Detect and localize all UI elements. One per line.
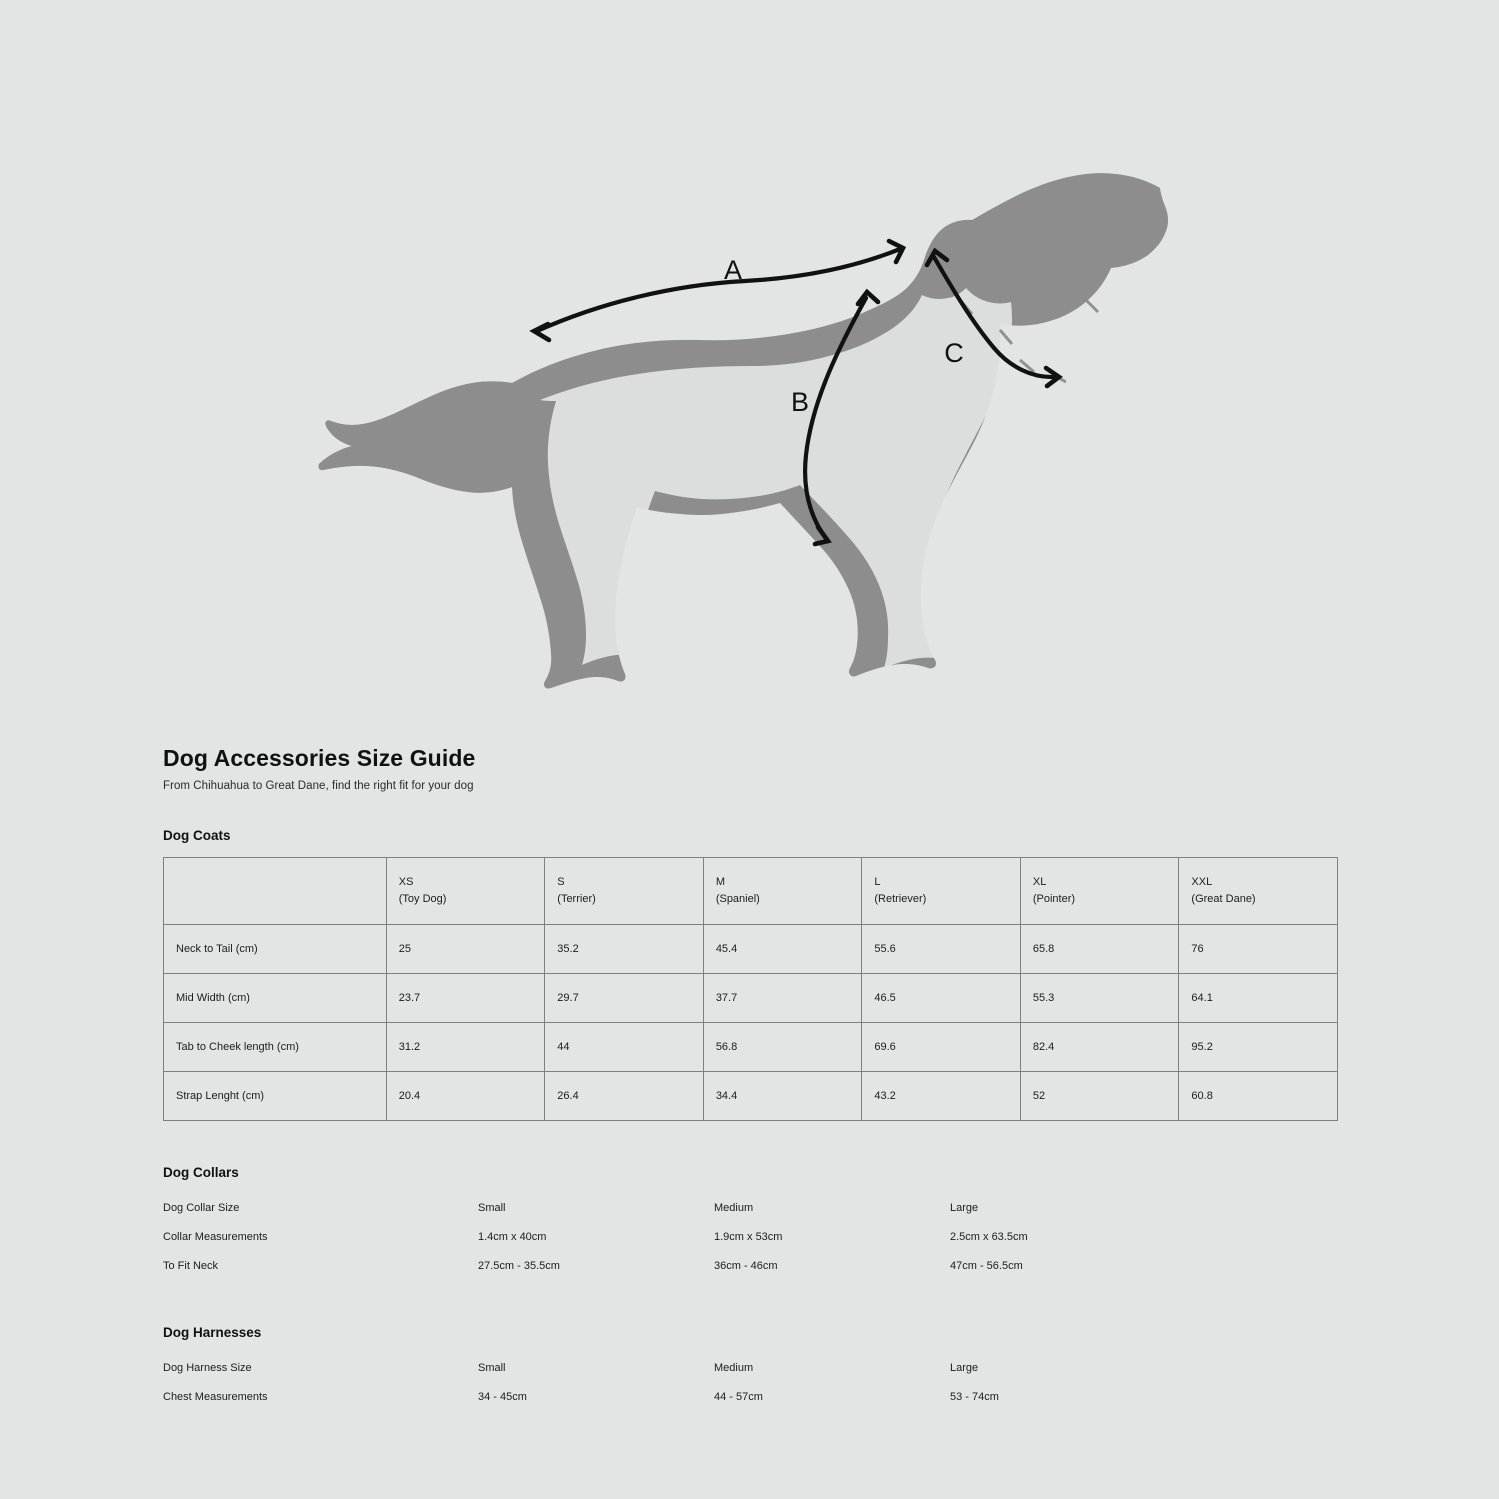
row-value: Medium	[714, 1362, 754, 1374]
column-size: XXL	[1191, 875, 1213, 888]
table-cell: 37.7	[703, 974, 862, 1023]
table-cell: 95.2	[1179, 1023, 1338, 1072]
column-breed: (Retriever)	[874, 893, 927, 905]
dog-harnesses-section	[163, 1325, 1343, 1412]
table-cell: 69.6	[862, 1023, 1021, 1072]
table-cell: 35.2	[545, 925, 704, 974]
row-value: 36cm - 46cm	[714, 1260, 778, 1272]
row-value: 1.9cm x 53cm	[714, 1231, 783, 1243]
table-cell: 56.8	[703, 1023, 862, 1072]
row-label: Strap Lenght (cm)	[164, 1072, 387, 1121]
table-header-cell	[1020, 858, 1179, 925]
row-label: Dog Collar Size	[163, 1202, 240, 1214]
table-cell: 64.1	[1179, 974, 1338, 1023]
table-cell: 82.4	[1020, 1023, 1179, 1072]
list-item	[163, 1252, 1343, 1281]
row-value: Small	[478, 1362, 506, 1374]
row-value: Medium	[714, 1202, 754, 1214]
row-label: Chest Measurements	[163, 1391, 268, 1403]
column-size: XS	[398, 875, 414, 888]
section-title-collars: Dog Collars	[163, 1165, 239, 1180]
row-value: 1.4cm x 40cm	[478, 1231, 547, 1243]
table-cell: 31.2	[386, 1023, 545, 1072]
table-cell: 45.4	[703, 925, 862, 974]
table-cell: 20.4	[386, 1072, 545, 1121]
row-value: 47cm - 56.5cm	[950, 1260, 1023, 1272]
page-subtitle: From Chihuahua to Great Dane, find the right fit for your dog	[163, 780, 474, 792]
dog-coats-table	[163, 857, 1338, 1121]
table-cell: 29.7	[545, 974, 704, 1023]
column-size: M	[715, 875, 725, 888]
table-row	[164, 1023, 1338, 1072]
label-a: A	[723, 255, 743, 285]
column-size: L	[874, 875, 881, 888]
row-label: Neck to Tail (cm)	[164, 925, 387, 974]
table-header-cell	[1179, 858, 1338, 925]
column-breed: (Great Dane)	[1191, 893, 1256, 905]
table-row	[164, 974, 1338, 1023]
row-value: 2.5cm x 63.5cm	[950, 1231, 1028, 1243]
list-item	[163, 1194, 1343, 1223]
table-cell: 65.8	[1020, 925, 1179, 974]
table-cell: 52	[1020, 1072, 1179, 1121]
row-value: 34 - 45cm	[478, 1391, 527, 1403]
table-cell: 23.7	[386, 974, 545, 1023]
table-cell: 60.8	[1179, 1072, 1338, 1121]
label-c: C	[944, 338, 964, 368]
row-label: Tab to Cheek length (cm)	[164, 1023, 387, 1072]
column-breed: (Spaniel)	[715, 893, 760, 905]
row-label: To Fit Neck	[163, 1260, 219, 1272]
row-value: Small	[478, 1202, 506, 1214]
list-item	[163, 1383, 1343, 1412]
table-row	[164, 1072, 1338, 1121]
row-label: Mid Width (cm)	[164, 974, 387, 1023]
row-value: 44 - 57cm	[714, 1391, 763, 1403]
section-title-coats: Dog Coats	[163, 828, 231, 843]
table-cell: 44	[545, 1023, 704, 1072]
row-value: Large	[950, 1362, 979, 1374]
table-header-cell	[545, 858, 704, 925]
section-title-harnesses: Dog Harnesses	[163, 1325, 262, 1340]
row-label: Collar Measurements	[163, 1231, 268, 1243]
table-cell: 76	[1179, 925, 1338, 974]
table-cell: 55.3	[1020, 974, 1179, 1023]
table-cell: 55.6	[862, 925, 1021, 974]
row-value: Large	[950, 1202, 979, 1214]
table-cell: 25	[386, 925, 545, 974]
page-title: Dog Accessories Size Guide	[163, 745, 476, 771]
column-breed: (Toy Dog)	[398, 893, 447, 905]
table-header-row	[164, 858, 1338, 925]
row-value: 27.5cm - 35.5cm	[478, 1260, 560, 1272]
row-value: 53 - 74cm	[950, 1391, 999, 1403]
column-size: S	[557, 875, 565, 888]
dog-illustration	[0, 0, 1499, 730]
table-header-cell	[703, 858, 862, 925]
guide-content	[163, 745, 1343, 1412]
list-item	[163, 1223, 1343, 1252]
column-breed: (Terrier)	[557, 893, 596, 905]
table-header-cell	[164, 858, 387, 925]
table-cell: 26.4	[545, 1072, 704, 1121]
label-b: B	[790, 387, 810, 417]
table-header-cell	[862, 858, 1021, 925]
dog-collars-section	[163, 1165, 1343, 1281]
table-header-cell	[386, 858, 545, 925]
table-cell: 46.5	[862, 974, 1021, 1023]
table-row	[164, 925, 1338, 974]
list-item	[163, 1354, 1343, 1383]
table-cell: 43.2	[862, 1072, 1021, 1121]
column-size: XL	[1032, 875, 1047, 888]
row-label: Dog Harness Size	[163, 1362, 252, 1374]
column-breed: (Pointer)	[1032, 893, 1076, 905]
table-cell: 34.4	[703, 1072, 862, 1121]
